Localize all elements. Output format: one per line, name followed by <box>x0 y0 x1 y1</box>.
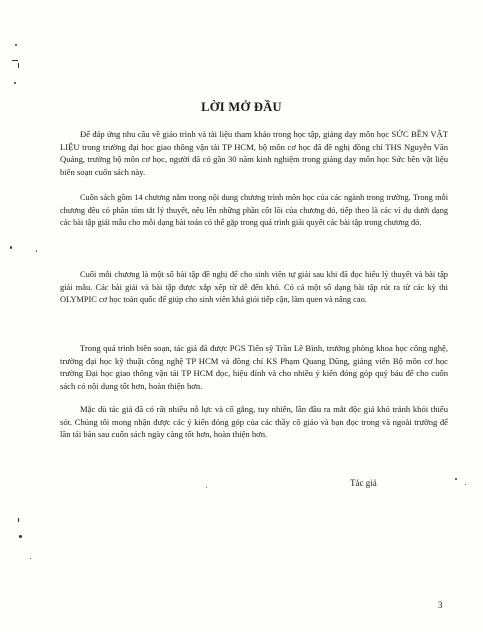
scan-speck <box>18 63 19 68</box>
scan-speck <box>18 518 19 522</box>
paragraph-acknowledgement: Trong quá trình biên soạn, tác giả đã được PGS Tiến sỹ Trần Lê Bình, trưởng phòng khoa học công nghệ, trường đại học kỹ thuật công nghệ TP HCM và đồng chí KS Phạm Quang Dũng, giảng viên Bộ môn cơ học trường Đại học giao thông vận tải TP HCM đọc, hiệu đính và cho nhiều ý kiến đóng góp quý báu để cho cuốn sách có nội dung tốt hơn, hoàn thiện hơn. <box>60 343 448 391</box>
paragraph-exercises: Cuối mỗi chương là một số bài tập đề nghị để cho sinh viên tự giải sau khi đã đọc hiểu lý thuyết và bài tập giải mẫu. Các bài giải và bài tập được xắp xếp từ dễ đến khó. Có cả một số dạng bài tập rút ra từ các kỳ thi OLYMPIC cơ học toàn quốc để giúp cho sinh viên khá giỏi tiếp cận, làm quen và nâng cao. <box>60 270 448 305</box>
scan-speck <box>206 487 207 488</box>
paragraph-closing: Mặc dù tác giả đã có rất nhiều nỗ lực và cố gắng, tuy nhiên, lần đầu ra mắt độc giả khó tránh khỏi thiếu sót. Chúng tôi mong nhận được các ý kiến đóng góp của các thầy cô giáo và bạn đọc trong và ngoài trường để lần tái bản sau cuốn sách ngày càng tốt hơn, hoàn thiện hơn. <box>60 404 448 440</box>
scan-speck <box>14 82 16 84</box>
scan-speck <box>30 558 31 559</box>
page-title: LỜI MỞ ĐẦU <box>201 100 282 114</box>
paragraph-structure: Cuốn sách gồm 14 chương nằm trong nội dung chương trình môn học của các ngành trong trường. Trong mỗi chương đều có phần tóm tắt lý thuyết, nêu lên những phần cốt lõi của chương đó, tiếp theo là các ví dụ dưới dạng các bài tập giải mẫu cho mỗi dạng bài toán có thể gặp trong quá trình giải quyết các bài tập trong chương đó. <box>60 193 448 228</box>
scan-speck <box>465 484 466 485</box>
scan-speck <box>15 44 17 46</box>
scan-speck <box>12 60 18 61</box>
scan-speck <box>19 535 22 538</box>
scan-speck <box>10 246 12 249</box>
scan-speck <box>455 478 457 480</box>
author-signature: Tác giả <box>350 478 377 488</box>
page-number: 3 <box>438 600 443 610</box>
scan-speck <box>36 250 37 252</box>
paragraph-intro: Để đáp ứng nhu cầu về giáo trình và tài liệu tham khảo trong học tập, giảng dạy môn học SỨC BỀN VẬT LIỆU trong trường đại học giao thông vận tải TP HCM, bộ môn cơ học đã đề nghị đồng chí THS Nguyễn Văn Quảng, trưởng bộ môn cơ học, người đã có gần 30 năm kinh nghiệm trong giảng dạy môn học Sức bền vật liệu biên soạn cuốn sách này. <box>60 129 448 177</box>
